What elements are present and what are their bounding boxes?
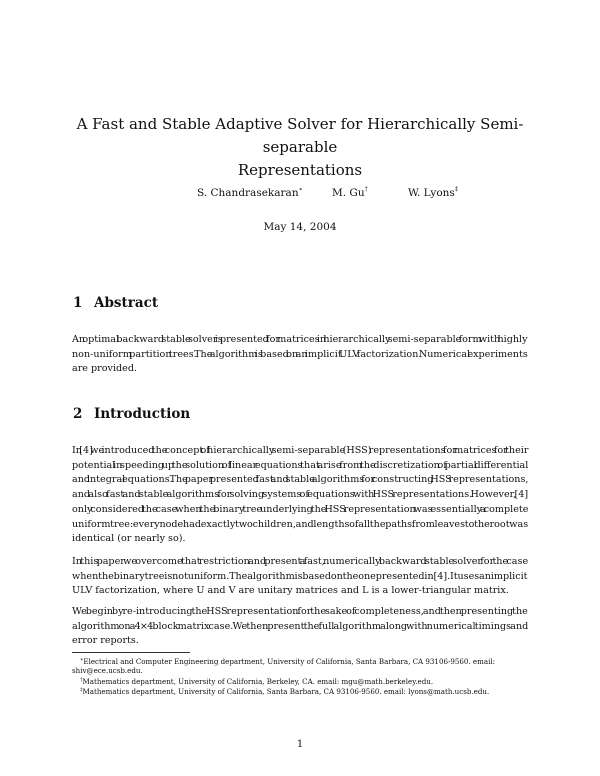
text-line: and also fast and stable algorithms for solving systems of equations with HSS representations. However, [4] <box>72 489 529 501</box>
text-line: non-uniform partition trees. The algorithm is based on an implicit ULV factorization. Numerical experiments <box>72 348 528 360</box>
footnote-text: Electrical and Computer Engineering department, University of California, Santa Barbara, CA 93106-9560. email: <box>83 657 496 666</box>
footnote-1 <box>72 656 528 675</box>
author-3 <box>408 183 458 200</box>
text-line: We begin by re-introducing the HSS representation for the sake of completeness, and then presenting the <box>72 606 528 617</box>
footnote-mark: † <box>80 677 83 683</box>
author-1-footnote-mark: ∗ <box>298 186 303 193</box>
author-1 <box>197 183 303 200</box>
author-2 <box>332 183 368 200</box>
text-line: only considered the case when the binary tree underlying the HSS representation was essentially a complete <box>72 503 529 515</box>
title-line-1: A Fast and Stable Adaptive Solver for Hierarchically Semi-separable <box>76 115 524 156</box>
text-line: identical (or nearly so). <box>72 533 186 545</box>
page-number: 1 <box>296 739 304 750</box>
text-line: ULV factorization, where U and V are unitary matrices and L is a lower-triangular matrix. <box>72 585 509 597</box>
footnote-line <box>72 656 528 666</box>
title-line-2: Representations <box>237 161 363 179</box>
author-2-name: M. Gu <box>332 187 365 199</box>
section-title: Abstract <box>94 295 159 311</box>
author-3-name: W. Lyons <box>408 187 455 199</box>
text-line: algorithm on a 4 × 4 block matrix case. We then present the full algorithm along with numerical timings and <box>72 620 529 632</box>
text-line: uniform tree: every node had exactly two children, and lengths of all the paths from leaves to the root was <box>72 518 529 530</box>
section-title: Introduction <box>94 406 191 422</box>
author-3-footnote-mark: ‡ <box>454 186 458 193</box>
text-line: error reports. <box>72 635 139 647</box>
intro-paragraph-3 <box>72 605 528 649</box>
intro-paragraph-1 <box>72 444 528 547</box>
section-heading-introduction <box>73 406 190 422</box>
text-line: are provided. <box>72 363 138 375</box>
author-2-footnote-mark: † <box>364 186 368 193</box>
footnote-3 <box>72 686 528 696</box>
text-line: when the binary tree is not uniform. The algorithm is based on the one presented in [4]. It uses an implicit <box>72 570 528 582</box>
footnote-2 <box>72 676 528 686</box>
footnote-mark: ‡ <box>80 687 83 693</box>
footnote-line <box>72 676 528 686</box>
author-1-name: S. Chandrasekaran <box>197 187 299 199</box>
section-heading-abstract <box>73 295 158 311</box>
text-line: In this paper we overcome that restriction and present a fast, numerically backward stable solver for the case <box>72 556 529 567</box>
text-line: and integral equations. The paper presented fast and stable algorithms for constructing HSS representations, <box>72 474 529 486</box>
text-line: An optimal backward stable solver is presented for matrices in hierarchically semi-separable form with highly <box>72 334 528 345</box>
text-line: In [4] we introduced the concept of hierarchically semi-separable (HSS) representations for matrices for their <box>72 445 529 456</box>
section-number: 1 <box>73 295 83 311</box>
paper-date: May 14, 2004 <box>263 221 337 233</box>
footnote-line: shiv@ece.ucsb.edu. <box>72 666 143 676</box>
footnote-text: Mathematics department, University of California, Santa Barbara, CA 93106-9560. email: lyons@math.ucsb.edu. <box>82 687 490 696</box>
abstract-paragraph <box>72 333 528 377</box>
footnote-rule <box>72 652 190 653</box>
section-number: 2 <box>73 406 83 422</box>
text-line: potential in speeding up the solution of linear equations that arise from the discretization of partial differential <box>72 459 529 471</box>
footnote-mark: ∗ <box>80 657 84 663</box>
paper-title <box>60 113 540 182</box>
intro-paragraph-2 <box>72 555 528 599</box>
footnote-line <box>72 686 528 696</box>
footnote-text: Mathematics department, University of California, Berkeley, CA. email: mgu@math.berkeley.edu. <box>82 677 434 686</box>
